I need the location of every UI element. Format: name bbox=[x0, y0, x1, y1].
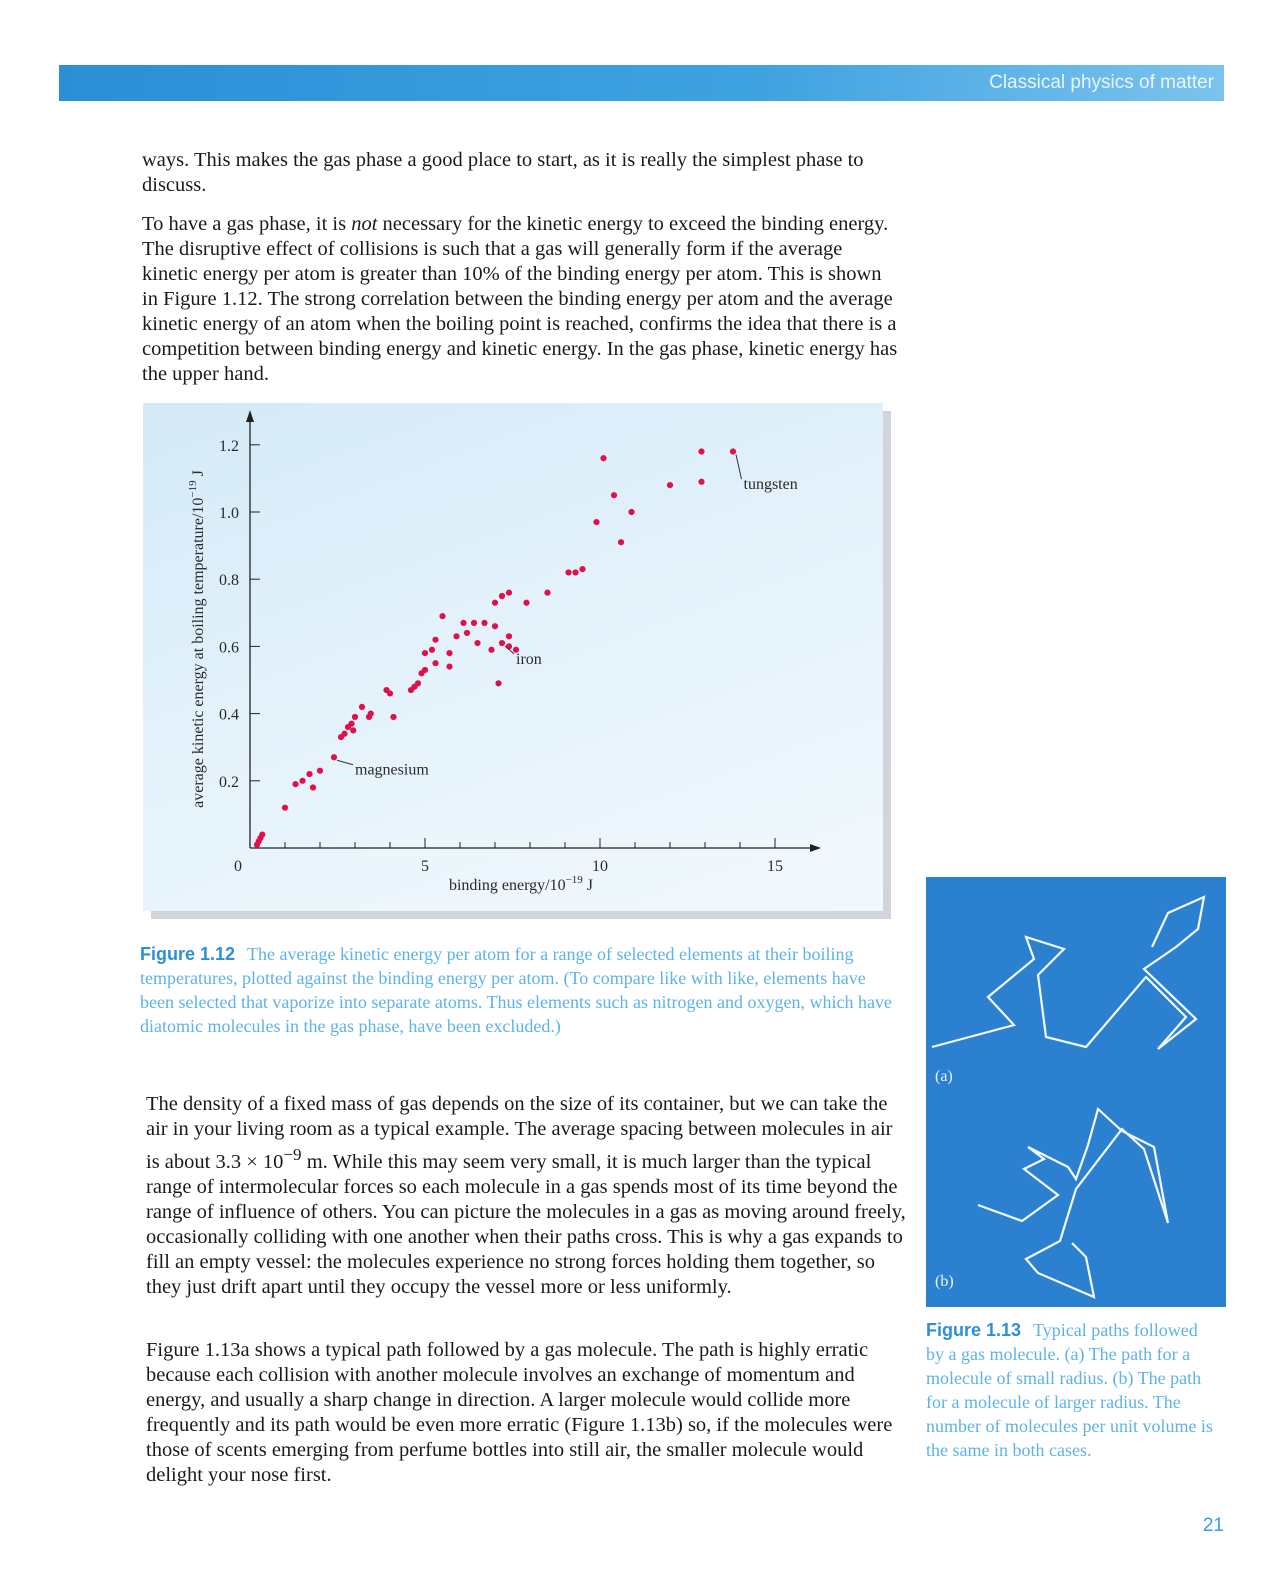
data-point bbox=[730, 448, 736, 454]
paragraph-3 bbox=[146, 1092, 906, 1300]
y-tick-label: 1.2 bbox=[219, 437, 239, 455]
figure-1-13-caption-text: Typical paths followed by a gas molecule. (a) The path for a molecule of small radius. (b) The path for a molecule of larger radius. The number of molecules per unit volume is the same in both cases. bbox=[926, 1320, 1213, 1460]
data-point bbox=[432, 660, 438, 666]
data-point bbox=[453, 633, 459, 639]
data-point bbox=[488, 647, 494, 653]
y-tick-label: 0.2 bbox=[219, 773, 239, 791]
annotation-label-magnesium: magnesium bbox=[355, 761, 429, 779]
x-tick-label: 15 bbox=[767, 858, 783, 875]
y-tick-label: 0.6 bbox=[219, 639, 239, 657]
data-point bbox=[432, 637, 438, 643]
data-point bbox=[611, 492, 617, 498]
y-tick-label: 0.4 bbox=[219, 706, 239, 724]
y-tick-label: 0.8 bbox=[219, 572, 239, 590]
data-point bbox=[572, 569, 578, 575]
y-axis-arrow-icon bbox=[246, 410, 254, 422]
x-tick-label: 0 bbox=[234, 858, 242, 875]
annotation-label-tungsten: tungsten bbox=[743, 476, 798, 494]
data-point bbox=[429, 647, 435, 653]
data-point bbox=[495, 680, 501, 686]
x-tick-label: 10 bbox=[592, 858, 608, 875]
data-point bbox=[579, 566, 585, 572]
data-point bbox=[446, 663, 452, 669]
paragraph-2-emphasis: not bbox=[351, 213, 378, 235]
figure-1-13-caption bbox=[926, 1318, 1216, 1462]
data-point bbox=[474, 640, 480, 646]
data-point bbox=[506, 633, 512, 639]
paragraph-2-start: To have a gas phase, it is bbox=[142, 213, 352, 235]
figure-1-13-label-a: (a) bbox=[935, 1068, 953, 1085]
data-point bbox=[352, 714, 358, 720]
data-point bbox=[506, 590, 512, 596]
annotation-leader-line bbox=[736, 455, 742, 480]
data-point bbox=[259, 831, 265, 837]
figure-1-12-caption-label: Figure 1.12 bbox=[140, 944, 236, 964]
x-axis-arrow-icon bbox=[810, 844, 821, 852]
figure-1-13-label-b: (b) bbox=[935, 1273, 954, 1290]
figure-1-12-caption bbox=[140, 942, 900, 1038]
data-point bbox=[317, 768, 323, 774]
path-b-large-molecule bbox=[978, 1109, 1168, 1297]
data-point bbox=[698, 479, 704, 485]
data-point bbox=[698, 448, 704, 454]
running-header-title: Classical physics of matter bbox=[989, 72, 1214, 93]
figure-1-13-panel bbox=[926, 877, 1226, 1307]
data-point bbox=[368, 711, 374, 717]
data-point bbox=[523, 600, 529, 606]
annotation-label-iron: iron bbox=[516, 650, 542, 668]
data-point bbox=[506, 643, 512, 649]
data-point bbox=[628, 509, 634, 515]
annotation-leader-line bbox=[337, 760, 353, 764]
paragraph-1: ways. This makes the gas phase a good place to start, as it is really the simplest phase to discuss. bbox=[142, 149, 864, 196]
figure-1-12-caption-text: The average kinetic energy per atom for a range of selected elements at their boiling temperatures, plotted against the binding energy per atom. (To compare like with like, elements have been selected that vaporize into separate atoms. Thus elements such as nitrogen and oxygen, which have diatomic molecules in the gas phase, have been excluded.) bbox=[140, 944, 892, 1036]
data-point bbox=[464, 630, 470, 636]
data-point bbox=[492, 623, 498, 629]
data-point bbox=[282, 805, 288, 811]
data-point bbox=[350, 727, 356, 733]
data-point bbox=[341, 731, 347, 737]
data-point bbox=[544, 590, 550, 596]
paragraph-3-end: m. While this may seem very small, it is much larger than the typical range of intermolecular forces so each molecule in a gas spends most of its time beyond the range of influence of others. You can picture the molecules in a gas as moving around freely, occasionally colliding with one another when their paths cross. This is why a gas expands to fill an empty vessel: the molecules experience no strong forces holding them together, so they just drift apart until they occupy the vessel more or less uniformly. bbox=[146, 1150, 906, 1298]
header-bar bbox=[59, 65, 1224, 101]
x-axis-label: binding energy/$10^{-19}$ J bbox=[448, 874, 594, 894]
paragraph-4: Figure 1.13a shows a typical path followed by a gas molecule. The path is highly erratic because each collision with another molecule involves an exchange of momentum and energy, and usually a sharp change in direction. A larger molecule would collide more frequently and its path would be even more erratic (Figure 1.13b) so, if the molecules were those of scents emerging from perfume bottles into still air, the smaller molecule would delight your nose first. bbox=[146, 1339, 893, 1486]
figure-1-12-chart bbox=[143, 403, 883, 911]
figure-1-12-panel bbox=[143, 403, 883, 911]
data-point bbox=[422, 650, 428, 656]
data-point bbox=[667, 482, 673, 488]
data-point bbox=[299, 778, 305, 784]
path-a-small-molecule bbox=[932, 897, 1204, 1049]
paragraph-3-exponent: −9 bbox=[283, 1145, 302, 1164]
y-axis-label: average kinetic energy at boiling temperature/$10^{-19}$ J bbox=[187, 470, 207, 808]
paragraph-2 bbox=[142, 212, 902, 387]
figure-1-13-caption-label: Figure 1.13 bbox=[926, 1320, 1022, 1340]
data-point bbox=[415, 680, 421, 686]
data-point bbox=[331, 754, 337, 760]
data-point bbox=[387, 690, 393, 696]
data-point bbox=[565, 569, 571, 575]
data-point bbox=[348, 721, 354, 727]
data-point bbox=[481, 620, 487, 626]
data-point bbox=[618, 539, 624, 545]
data-point bbox=[446, 650, 452, 656]
data-point bbox=[600, 455, 606, 461]
data-point bbox=[439, 613, 445, 619]
paragraph-3-start: The density of a fixed mass of gas depends on the size of its container, but we can take the air in your living room as a typical example. The average spacing between molecules in air is about 3.3 × 10 bbox=[146, 1093, 893, 1173]
data-point bbox=[460, 620, 466, 626]
data-point bbox=[492, 600, 498, 606]
data-point bbox=[471, 620, 477, 626]
paragraph-2-end: necessary for the kinetic energy to exceed the binding energy. The disruptive effect of collisions is such that a gas will generally form if the average kinetic energy per atom is greater than 10% of the binding energy per atom. This is shown in Figure 1.12. The strong correlation between the binding energy per atom and the average kinetic energy of an atom when the boiling point is reached, confirms the idea that there is a competition between binding energy and kinetic energy. In the gas phase, kinetic energy has the upper hand. bbox=[142, 213, 898, 385]
data-point bbox=[310, 784, 316, 790]
data-point bbox=[499, 593, 505, 599]
data-point bbox=[499, 640, 505, 646]
molecule-paths-illustration bbox=[926, 877, 1226, 1307]
data-point bbox=[292, 781, 298, 787]
data-point bbox=[422, 667, 428, 673]
data-point bbox=[306, 771, 312, 777]
x-tick-label: 5 bbox=[421, 858, 429, 875]
data-point bbox=[390, 714, 396, 720]
y-tick-label: 1.0 bbox=[219, 505, 239, 522]
data-point bbox=[593, 519, 599, 525]
page-number: 21 bbox=[1202, 1515, 1224, 1536]
data-point bbox=[359, 704, 365, 710]
